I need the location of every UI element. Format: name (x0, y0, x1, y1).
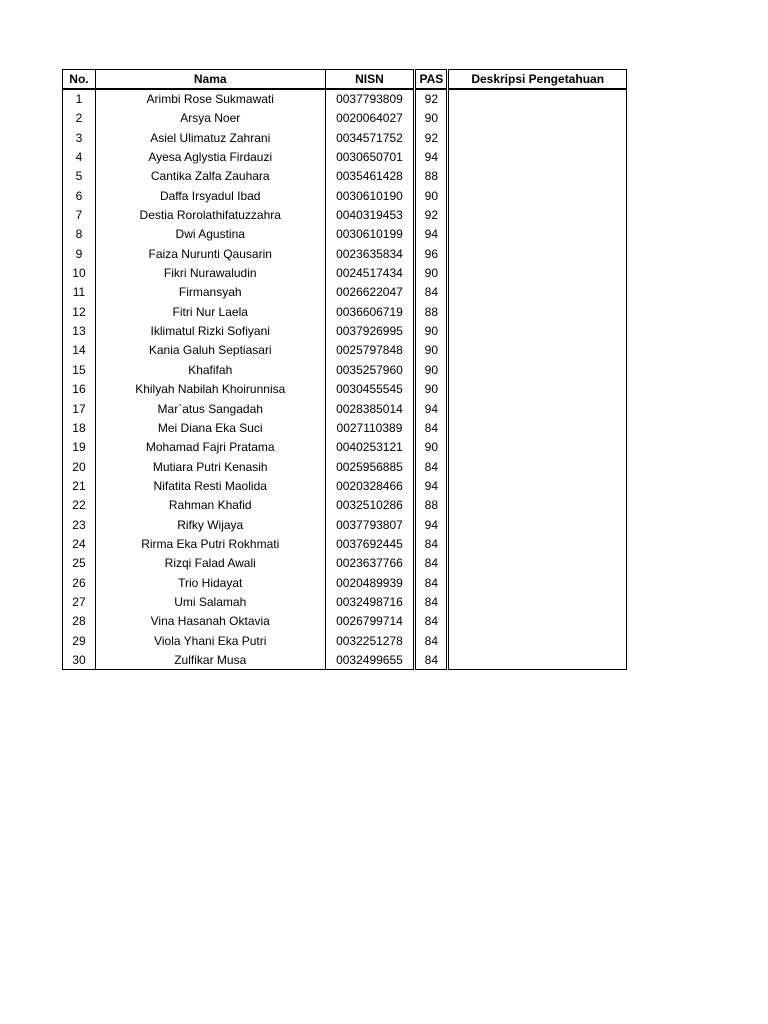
cell-deskripsi (448, 322, 627, 341)
cell-deskripsi (448, 496, 627, 515)
cell-deskripsi (448, 593, 627, 612)
cell-pas: 90 (415, 361, 447, 380)
table-row (62, 477, 627, 496)
cell-no: 2 (62, 109, 95, 128)
cell-nisn: 0030650701 (325, 148, 415, 167)
cell-deskripsi (448, 651, 627, 670)
cell-nama: Arimbi Rose Sukmawati (95, 90, 325, 109)
cell-nisn: 0020064027 (325, 109, 415, 128)
cell-deskripsi (448, 167, 627, 186)
cell-nama: Khilyah Nabilah Khoirunnisa (95, 380, 325, 399)
cell-nisn: 0020328466 (325, 477, 415, 496)
cell-no: 23 (62, 516, 95, 535)
cell-no: 25 (62, 554, 95, 573)
cell-pas: 84 (415, 554, 447, 573)
table-row (62, 361, 627, 380)
cell-nama: Rirma Eka Putri Rokhmati (95, 535, 325, 554)
cell-nisn: 0027110389 (325, 419, 415, 438)
cell-no: 9 (62, 245, 95, 264)
cell-pas: 88 (415, 303, 447, 322)
cell-no: 18 (62, 419, 95, 438)
cell-no: 7 (62, 206, 95, 225)
cell-deskripsi (448, 535, 627, 554)
cell-deskripsi (448, 380, 627, 399)
cell-deskripsi (448, 303, 627, 322)
cell-deskripsi (448, 283, 627, 302)
cell-nisn: 0037926995 (325, 322, 415, 341)
cell-nisn: 0037692445 (325, 535, 415, 554)
cell-pas: 84 (415, 419, 447, 438)
table-row (62, 341, 627, 360)
cell-pas: 90 (415, 109, 447, 128)
cell-nama: Cantika Zalfa Zauhara (95, 167, 325, 186)
cell-no: 29 (62, 632, 95, 651)
table-row (62, 632, 627, 651)
header-deskripsi: Deskripsi Pengetahuan (448, 69, 627, 90)
cell-no: 16 (62, 380, 95, 399)
table-row (62, 245, 627, 264)
table-row (62, 303, 627, 322)
cell-pas: 92 (415, 129, 447, 148)
cell-no: 22 (62, 496, 95, 515)
cell-pas: 96 (415, 245, 447, 264)
cell-pas: 84 (415, 535, 447, 554)
cell-nisn: 0032251278 (325, 632, 415, 651)
cell-nama: Mar`atus Sangadah (95, 400, 325, 419)
cell-nisn: 0030455545 (325, 380, 415, 399)
cell-nisn: 0030610190 (325, 187, 415, 206)
cell-nama: Faiza Nurunti Qausarin (95, 245, 325, 264)
table-body (62, 90, 627, 670)
cell-no: 4 (62, 148, 95, 167)
cell-nama: Ayesa Aglystia Firdauzi (95, 148, 325, 167)
cell-nama: Firmansyah (95, 283, 325, 302)
cell-deskripsi (448, 264, 627, 283)
cell-deskripsi (448, 419, 627, 438)
table-row (62, 516, 627, 535)
cell-pas: 90 (415, 264, 447, 283)
cell-nama: Umi Salamah (95, 593, 325, 612)
cell-deskripsi (448, 187, 627, 206)
cell-deskripsi (448, 341, 627, 360)
cell-pas: 90 (415, 438, 447, 457)
cell-nisn: 0023637766 (325, 554, 415, 573)
table-row (62, 535, 627, 554)
cell-nama: Iklimatul Rizki Sofiyani (95, 322, 325, 341)
cell-deskripsi (448, 477, 627, 496)
cell-deskripsi (448, 90, 627, 109)
header-nama: Nama (95, 69, 325, 90)
cell-nama: Mutiara Putri Kenasih (95, 458, 325, 477)
cell-nisn: 0025956885 (325, 458, 415, 477)
cell-deskripsi (448, 400, 627, 419)
cell-pas: 90 (415, 187, 447, 206)
cell-no: 21 (62, 477, 95, 496)
cell-nama: Viola Yhani Eka Putri (95, 632, 325, 651)
cell-nisn: 0037793809 (325, 90, 415, 109)
cell-nisn: 0035461428 (325, 167, 415, 186)
cell-nisn: 0032498716 (325, 593, 415, 612)
table-row (62, 283, 627, 302)
cell-pas: 88 (415, 496, 447, 515)
table-row (62, 129, 627, 148)
table-row (62, 264, 627, 283)
cell-deskripsi (448, 109, 627, 128)
cell-deskripsi (448, 129, 627, 148)
cell-no: 6 (62, 187, 95, 206)
cell-nama: Khafifah (95, 361, 325, 380)
table-row (62, 109, 627, 128)
cell-pas: 94 (415, 148, 447, 167)
cell-pas: 88 (415, 167, 447, 186)
cell-deskripsi (448, 632, 627, 651)
cell-nama: Nifatita Resti Maolida (95, 477, 325, 496)
cell-no: 15 (62, 361, 95, 380)
cell-deskripsi (448, 458, 627, 477)
cell-nama: Mei Diana Eka Suci (95, 419, 325, 438)
cell-deskripsi (448, 245, 627, 264)
cell-deskripsi (448, 612, 627, 631)
cell-pas: 84 (415, 651, 447, 670)
cell-nama: Zulfikar Musa (95, 651, 325, 670)
cell-nama: Daffa Irsyadul Ibad (95, 187, 325, 206)
cell-pas: 84 (415, 574, 447, 593)
cell-nama: Kania Galuh Septiasari (95, 341, 325, 360)
cell-deskripsi (448, 554, 627, 573)
cell-no: 19 (62, 438, 95, 457)
cell-no: 27 (62, 593, 95, 612)
cell-nisn: 0025797848 (325, 341, 415, 360)
cell-nama: Rifky Wijaya (95, 516, 325, 535)
cell-nisn: 0024517434 (325, 264, 415, 283)
cell-no: 14 (62, 341, 95, 360)
cell-nama: Rahman Khafid (95, 496, 325, 515)
cell-no: 3 (62, 129, 95, 148)
cell-no: 1 (62, 90, 95, 109)
cell-nisn: 0028385014 (325, 400, 415, 419)
cell-nisn: 0032499655 (325, 651, 415, 670)
cell-pas: 92 (415, 206, 447, 225)
cell-nama: Trio Hidayat (95, 574, 325, 593)
cell-pas: 84 (415, 283, 447, 302)
table-row (62, 593, 627, 612)
cell-pas: 92 (415, 90, 447, 109)
cell-nisn: 0034571752 (325, 129, 415, 148)
cell-nama: Fitri Nur Laela (95, 303, 325, 322)
cell-pas: 94 (415, 400, 447, 419)
table-row (62, 419, 627, 438)
cell-nama: Mohamad Fajri Pratama (95, 438, 325, 457)
cell-pas: 90 (415, 380, 447, 399)
cell-nisn: 0026799714 (325, 612, 415, 631)
cell-no: 20 (62, 458, 95, 477)
cell-pas: 94 (415, 477, 447, 496)
table-row (62, 651, 627, 670)
cell-no: 28 (62, 612, 95, 631)
table-row (62, 574, 627, 593)
cell-nisn: 0037793807 (325, 516, 415, 535)
cell-nisn: 0032510286 (325, 496, 415, 515)
cell-no: 10 (62, 264, 95, 283)
header-pas: PAS (415, 69, 447, 90)
cell-deskripsi (448, 574, 627, 593)
student-grade-table (62, 69, 627, 670)
cell-nama: Dwi Agustina (95, 225, 325, 244)
table-row (62, 612, 627, 631)
table-row (62, 148, 627, 167)
cell-nama: Rizqi Falad Awali (95, 554, 325, 573)
table-row (62, 400, 627, 419)
cell-pas: 84 (415, 593, 447, 612)
cell-no: 26 (62, 574, 95, 593)
cell-no: 11 (62, 283, 95, 302)
cell-pas: 90 (415, 341, 447, 360)
cell-pas: 84 (415, 612, 447, 631)
cell-nisn: 0023635834 (325, 245, 415, 264)
cell-no: 8 (62, 225, 95, 244)
cell-no: 12 (62, 303, 95, 322)
table-header-row (62, 69, 627, 90)
header-nisn: NISN (325, 69, 415, 90)
table-row (62, 554, 627, 573)
cell-deskripsi (448, 148, 627, 167)
table-row (62, 496, 627, 515)
cell-nama: Arsya Noer (95, 109, 325, 128)
table-row (62, 458, 627, 477)
table-row (62, 438, 627, 457)
cell-deskripsi (448, 206, 627, 225)
cell-pas: 94 (415, 516, 447, 535)
cell-pas: 94 (415, 225, 447, 244)
cell-deskripsi (448, 225, 627, 244)
cell-deskripsi (448, 516, 627, 535)
cell-deskripsi (448, 438, 627, 457)
cell-pas: 84 (415, 632, 447, 651)
cell-nama: Destia Rorolathifatuzzahra (95, 206, 325, 225)
cell-pas: 84 (415, 458, 447, 477)
cell-nama: Fikri Nurawaludin (95, 264, 325, 283)
table-row (62, 90, 627, 109)
cell-no: 5 (62, 167, 95, 186)
cell-nisn: 0020489939 (325, 574, 415, 593)
cell-no: 24 (62, 535, 95, 554)
cell-nama: Vina Hasanah Oktavia (95, 612, 325, 631)
cell-no: 30 (62, 651, 95, 670)
table-row (62, 187, 627, 206)
table-row (62, 380, 627, 399)
cell-nisn: 0036606719 (325, 303, 415, 322)
cell-nisn: 0040253121 (325, 438, 415, 457)
cell-pas: 90 (415, 322, 447, 341)
table-row (62, 225, 627, 244)
cell-no: 13 (62, 322, 95, 341)
cell-nisn: 0040319453 (325, 206, 415, 225)
cell-nisn: 0030610199 (325, 225, 415, 244)
cell-nisn: 0035257960 (325, 361, 415, 380)
header-no: No. (62, 69, 95, 90)
cell-nama: Asiel Ulimatuz Zahrani (95, 129, 325, 148)
cell-no: 17 (62, 400, 95, 419)
cell-deskripsi (448, 361, 627, 380)
table-row (62, 322, 627, 341)
cell-nisn: 0026622047 (325, 283, 415, 302)
table-row (62, 167, 627, 186)
table-row (62, 206, 627, 225)
